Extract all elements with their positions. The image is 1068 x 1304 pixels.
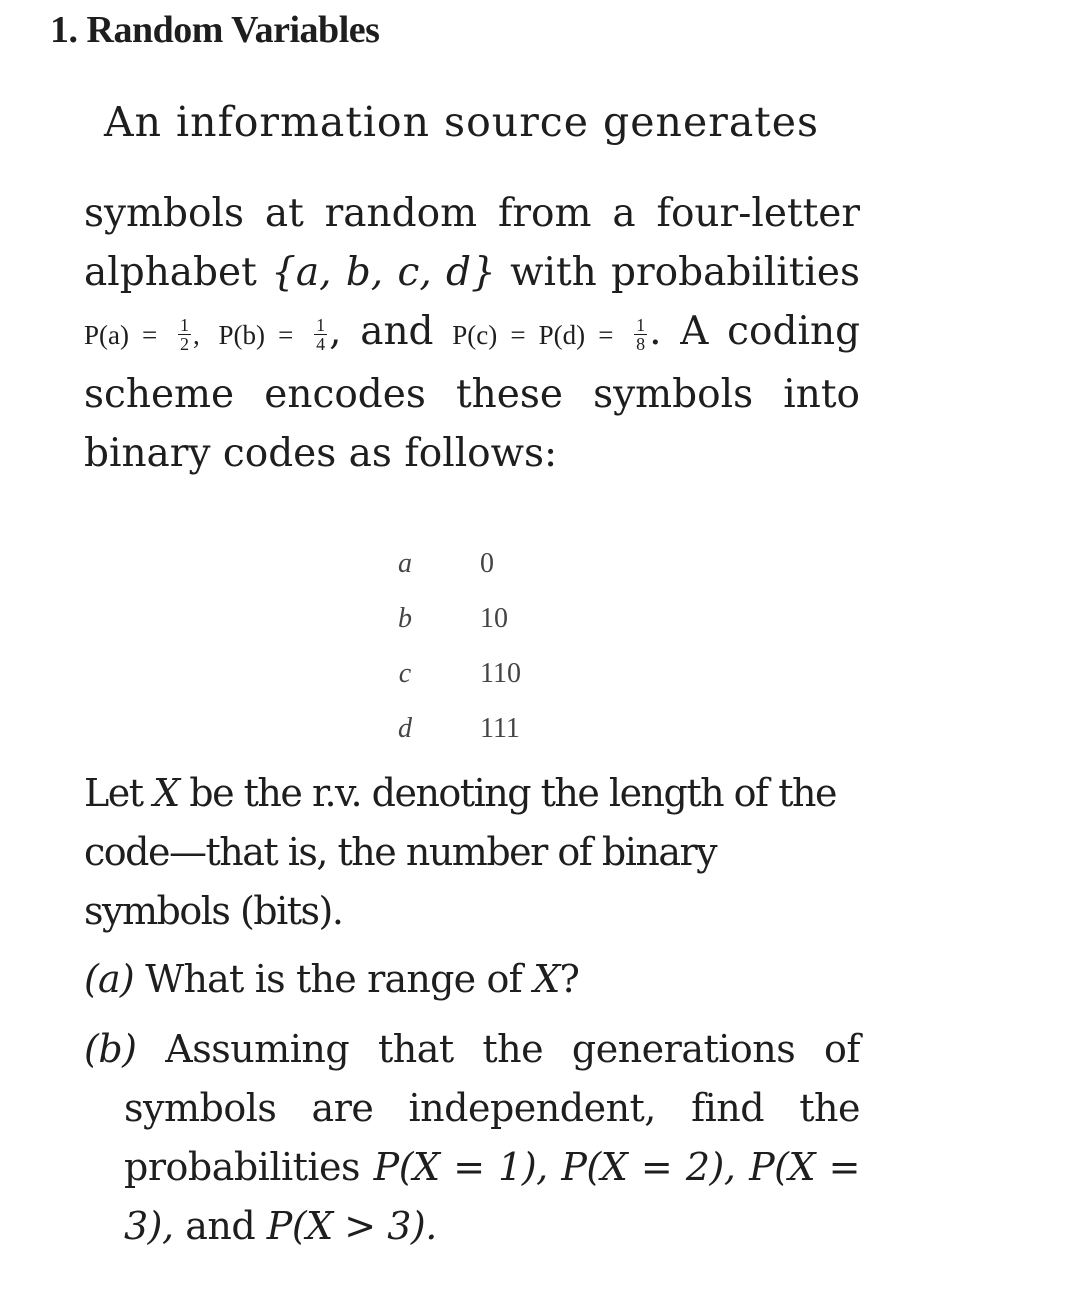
symbol-cell: a [398,547,412,579]
prob-b-label: P(b) = [218,320,294,350]
prob-x1: P(X = 1), [373,1145,548,1189]
prob-cd-fraction [634,316,647,353]
symbol-cell: d [398,712,412,744]
code-cell: 110 [480,657,521,689]
question-b [84,1020,860,1256]
code-cell: 111 [480,712,520,744]
prob-a-numerator: 1 [180,314,190,335]
symbol-cell: c [398,657,412,689]
question-a-label: (a) [84,957,134,1001]
and-word: and [360,309,434,354]
prob-cd-label: P(c) = P(d) = [452,320,614,350]
table-row [330,701,550,756]
prob-x2: P(X = 2), [561,1145,736,1189]
with-probabilities-text: with probabilities [510,250,860,295]
prob-b-numerator: 1 [316,314,326,335]
code-table [330,536,550,756]
prob-b-denominator: 4 [316,333,326,354]
table-row [330,536,550,591]
question-b-label: (b) [84,1027,137,1071]
section-heading: 1. Random Variables [50,9,380,51]
alphabet-set: {a, b, c, d} [271,250,496,295]
prob-a-denominator: 2 [180,333,190,354]
prob-x-gt3: P(X > 3). [266,1204,437,1248]
definition-text: be the r.v. denoting the length of the code—that is, the number of binary symbols (bits). [84,771,836,933]
prob-a-label: P(a) = [84,320,158,350]
prob-b-fraction [314,316,327,353]
intro-text: symbols at random from a four-letter alphabet [84,191,860,295]
definition-paragraph [84,764,860,941]
question-a [84,950,860,1009]
prob-cd-numerator: 1 [636,314,646,335]
code-cell: 0 [480,547,494,579]
intro-paragraph: symbols at random from a four-letter alphabet {a, b, c, d} with probabilities P(a) = $\frac{1}{2}$ , P(b) = $\frac{1}{4}$ , and P(c) = P(d) = $\frac{1}{8}$ . A coding scheme encodes these symbols into binary codes as follows: [84,191,861,476]
question-b-text: Assuming that the generations of symbols are independent, find the probabilities [124,1027,860,1189]
let-word: Let [84,771,143,815]
prob-cd-denominator: 8 [636,333,646,354]
intro-closing: A coding scheme encodes these symbols into binary codes as follows: [84,309,861,476]
prob-a-fraction [178,316,191,353]
question-b-and: and [185,1204,256,1248]
code-cell: 10 [480,602,508,634]
intro-first-line: An information source generates [104,98,820,146]
question-a-variable: X [533,957,560,1001]
question-a-end: ? [559,957,580,1001]
question-a-text: What is the range of [145,957,522,1001]
table-row [330,591,550,646]
prob-x3: P(X = 3), [124,1145,860,1248]
table-row [330,646,550,701]
variable-x: X [153,771,179,815]
symbol-cell: b [398,602,412,634]
